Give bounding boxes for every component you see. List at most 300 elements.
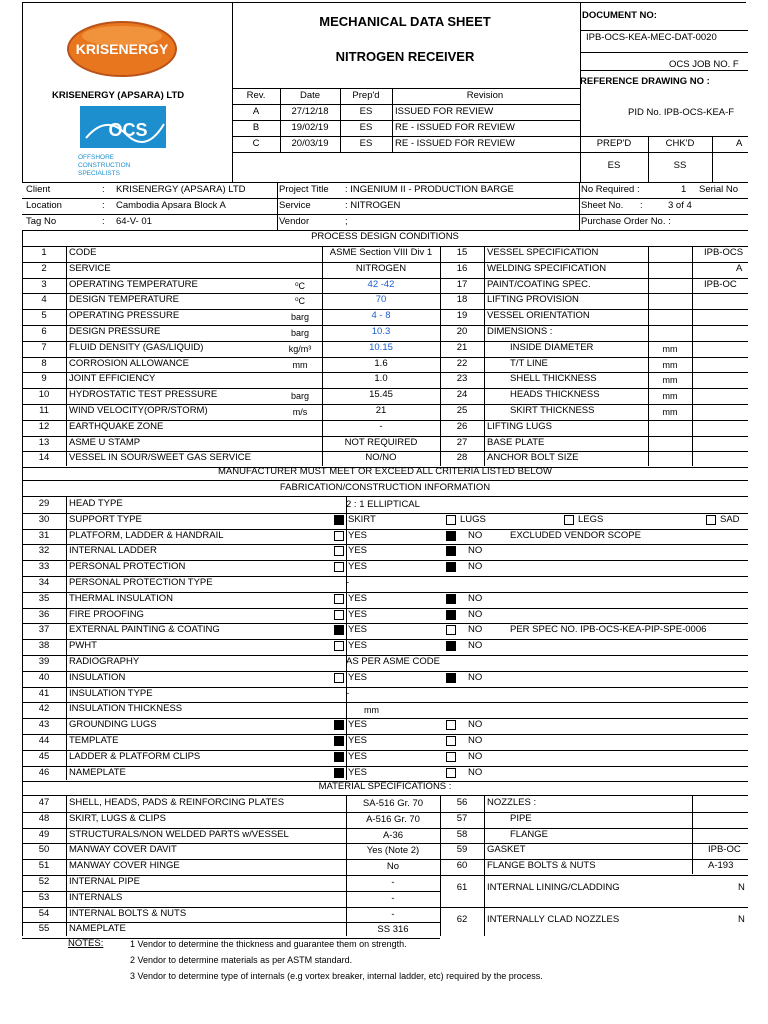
yes-checkbox[interactable] [334, 720, 344, 730]
row-label: DESIGN PRESSURE [69, 326, 161, 337]
row-number: 43 [38, 719, 50, 731]
grid-line-h [22, 496, 748, 497]
row-number: 8 [41, 357, 47, 369]
row-number: 37 [38, 624, 50, 636]
row-value: A-516 Gr. 70 [366, 813, 420, 825]
row-label: VESSEL ORIENTATION [487, 310, 590, 322]
row-label: EARTHQUAKE ZONE [69, 420, 164, 432]
yes-checkbox[interactable] [334, 752, 344, 762]
no-required-label: No Required : [581, 184, 640, 195]
row-number: 6 [41, 326, 47, 337]
row-label: OPERATING TEMPERATURE [69, 278, 198, 290]
krisenergy-logo [66, 20, 178, 78]
row-value: - [391, 908, 395, 920]
support-type-label: SUPPORT TYPE [69, 513, 142, 525]
no-label: NO [468, 529, 483, 541]
grid-line-h [22, 2, 232, 3]
notes-label: NOTES: [68, 938, 104, 949]
rev-cell: B [252, 122, 260, 133]
tag-colon: : [102, 216, 105, 227]
grid-line-h [232, 152, 580, 153]
yes-checkbox[interactable] [334, 610, 344, 620]
row-number: 39 [38, 656, 50, 667]
vendor-value: ; [345, 216, 348, 227]
yes-checkbox[interactable] [334, 562, 344, 572]
ocs-logo [76, 104, 170, 182]
grid-line-h [232, 136, 748, 137]
grid-line-v [580, 2, 581, 182]
row-label: RADIOGRAPHY [69, 656, 140, 667]
row-value: No [386, 861, 400, 873]
row-number: 14 [38, 452, 50, 464]
row-number: 52 [38, 876, 50, 887]
po-label: Purchase Order No. : [581, 216, 671, 227]
grid-line-h [580, 152, 748, 153]
row-value: SA-516 Gr. 70 [362, 798, 424, 809]
grid-line-h [440, 875, 748, 876]
row-value: - [391, 892, 395, 904]
tag-value: 64-V- 01 [116, 216, 152, 227]
grid-line-h [22, 639, 748, 640]
no-label: NO [468, 719, 483, 731]
row-label: INTERNALLY CLAD NOZZLES [487, 913, 620, 925]
yes-label: YES [348, 624, 368, 636]
location-label: Location [26, 200, 62, 211]
yes-checkbox[interactable] [334, 673, 344, 683]
grid-line-v [280, 88, 281, 152]
grid-line-v [66, 246, 67, 466]
no-required-value: 1 [681, 184, 687, 195]
no-checkbox[interactable] [446, 752, 456, 762]
yes-label: YES [348, 735, 368, 746]
row-label: CORROSION ALLOWANCE [69, 357, 190, 369]
yes-checkbox[interactable] [334, 736, 344, 746]
support-option-label: SKIRT [348, 513, 376, 525]
row-unit: mm [364, 705, 379, 716]
no-label: NO [468, 545, 483, 557]
row-number: 19 [456, 310, 468, 322]
row-remark: EXCLUDED VENDOR SCOPE [510, 529, 641, 541]
tag-label: Tag No [26, 216, 57, 227]
row-value: A-193 [708, 860, 734, 872]
yes-checkbox[interactable] [334, 546, 344, 556]
yes-checkbox[interactable] [334, 625, 344, 635]
date-cell: 19/02/19 [291, 122, 329, 133]
no-checkbox[interactable] [446, 531, 456, 541]
yes-label: YES [348, 671, 368, 683]
row-label: WIND VELOCITY(OPR/STORM) [69, 405, 208, 416]
row-label: INSIDE DIAMETER [510, 341, 594, 353]
row-number: 17 [456, 278, 468, 290]
chkd-approval-value: SS [673, 160, 687, 171]
client-value: KRISENERGY (APSARA) LTD [116, 184, 246, 195]
row-value: 1.6 [374, 357, 388, 369]
prepd-approval-label: PREP'D [596, 138, 632, 149]
row-number: 56 [456, 797, 468, 808]
row-number: 26 [456, 420, 468, 432]
row-label: GROUNDING LUGS [69, 719, 157, 731]
row-number: 48 [38, 812, 50, 824]
row-value: AS PER ASME CODE [346, 656, 440, 667]
row-number: 9 [41, 373, 47, 385]
grid-line-v [648, 136, 649, 182]
row-value: 42 -42 [367, 278, 395, 290]
client-colon: : [102, 184, 105, 195]
row-number: 35 [38, 592, 50, 604]
support-sad-checkbox[interactable] [706, 515, 716, 525]
row-number: 54 [38, 907, 50, 919]
sheet-value: 3 of 4 [668, 200, 692, 211]
revision-header: Revision [466, 90, 504, 101]
grid-line-h [580, 52, 748, 53]
grid-line-v [392, 88, 393, 152]
row-label: INTERNAL PIPE [69, 876, 140, 887]
row-number: 16 [456, 262, 468, 274]
no-checkbox[interactable] [446, 610, 456, 620]
date-cell: 20/03/19 [291, 138, 329, 149]
no-checkbox[interactable] [446, 768, 456, 778]
no-label: NO [468, 608, 483, 620]
grid-line-v [346, 496, 350, 780]
row-unit: mm [662, 343, 678, 354]
location-value: Cambodia Apsara Block A [116, 200, 226, 211]
row-label: INTERNAL BOLTS & NUTS [69, 907, 187, 919]
row-label: CODE [69, 247, 97, 258]
row-number: 7 [41, 341, 47, 353]
row-number: 3 [41, 278, 47, 290]
grid-line-v [340, 88, 341, 152]
revision-cell: ISSUED FOR REVIEW [395, 106, 494, 117]
revision-cell: RE - ISSUED FOR REVIEW [395, 122, 515, 133]
head-type-label: HEAD TYPE [69, 498, 123, 509]
support-option-label: SAD [720, 513, 740, 525]
row-value: NITROGEN [355, 262, 407, 274]
row-unit: barg [290, 328, 309, 338]
row-value: Yes (Note 2) [366, 845, 420, 857]
row-label: GASKET [487, 844, 526, 856]
row-number: 40 [38, 671, 50, 683]
row-value: - [391, 877, 395, 888]
row-number: 30 [38, 513, 50, 525]
no-label: NO [468, 592, 483, 604]
grid-line-h [22, 781, 748, 782]
no-checkbox[interactable] [446, 546, 456, 556]
grid-line-h [232, 104, 580, 105]
grid-line-v [66, 795, 67, 936]
row-label: WELDING SPECIFICATION [487, 262, 607, 274]
row-value: NOT REQUIRED [344, 436, 418, 448]
no-label: NO [468, 750, 483, 762]
yes-label: YES [348, 608, 368, 620]
service-value: : NITROGEN [345, 200, 401, 211]
ocs-job-no: OCS JOB NO. F [669, 59, 739, 70]
row-number: 57 [456, 812, 468, 824]
no-checkbox[interactable] [446, 562, 456, 572]
row-unit: ⁰C [294, 280, 306, 291]
row-label: PIPE [510, 812, 532, 824]
process-section-title: PROCESS DESIGN CONDITIONS [311, 231, 459, 242]
row-label: PERSONAL PROTECTION TYPE [69, 577, 213, 588]
sheet-title: MECHANICAL DATA SHEET [319, 14, 491, 29]
row-value: A [736, 262, 743, 274]
support-legs-checkbox[interactable] [564, 515, 574, 525]
row-number: 22 [456, 357, 468, 369]
row-label: LADDER & PLATFORM CLIPS [69, 750, 201, 762]
row-label: T/T LINE [510, 357, 548, 369]
ocs-tagline-2: CONSTRUCTION [78, 162, 131, 169]
row-unit: barg [290, 312, 309, 323]
row-number: 41 [38, 687, 50, 699]
row-number: 5 [41, 310, 47, 322]
row-label: FIRE PROOFING [69, 608, 144, 620]
row-number: 53 [38, 891, 50, 903]
grid-line-h [580, 70, 748, 71]
no-checkbox[interactable] [446, 641, 456, 651]
service-label: Service [279, 200, 311, 211]
grid-line-v [22, 2, 23, 182]
row-label: LIFTING LUGS [487, 420, 552, 432]
row-label: THERMAL INSULATION [69, 592, 173, 604]
prepd-cell: ES [359, 138, 373, 149]
grid-line-h [440, 907, 748, 908]
no-label: NO [468, 766, 483, 778]
yes-checkbox[interactable] [334, 531, 344, 541]
row-value: 15.45 [369, 389, 393, 401]
row-number: 28 [456, 452, 468, 464]
row-number: 58 [456, 828, 468, 840]
row-number: 24 [456, 389, 468, 401]
row-label: INTERNALS [69, 891, 123, 903]
no-checkbox[interactable] [446, 594, 456, 604]
grid-line-h [22, 230, 748, 231]
document-no-label: DOCUMENT NO: [582, 10, 657, 21]
row-number: 62 [456, 913, 468, 925]
row-number: 4 [41, 294, 47, 306]
grid-line-h [22, 734, 748, 735]
yes-label: YES [348, 545, 368, 557]
note-2: 2 Vendor to determine materials as per ASTM standard. [130, 955, 353, 965]
row-label: SKIRT, LUGS & CLIPS [69, 812, 166, 824]
grid-line-h [440, 812, 748, 813]
ocs-logo-text: OCS [108, 120, 148, 140]
no-label: NO [468, 671, 483, 683]
ocs-tagline-1: OFFSHORE [78, 154, 115, 161]
row-value: ASME Section VIII Div 1 [329, 247, 433, 258]
row-number: 1 [41, 247, 47, 258]
chkd-approval-label: CHK'D [665, 138, 695, 149]
prepd-cell: ES [359, 122, 373, 133]
row-label: NAMEPLATE [69, 923, 126, 935]
location-colon: : [102, 200, 105, 211]
row-number: 21 [456, 341, 468, 353]
row-label: ASME U STAMP [69, 436, 141, 448]
row-label: HYDROSTATIC TEST PRESSURE [69, 389, 218, 401]
client-label: Client [26, 184, 51, 195]
row-label: INSULATION TYPE [69, 687, 153, 699]
row-number: 10 [38, 389, 50, 401]
row-value: - [379, 420, 383, 432]
row-unit: m/s [292, 407, 308, 417]
row-label: OPERATING PRESSURE [69, 310, 180, 322]
row-value: NO/NO [365, 452, 397, 464]
row-number: 18 [456, 294, 468, 306]
support-skirt-checkbox[interactable] [334, 515, 344, 525]
grid-line-v [66, 496, 67, 780]
no-checkbox[interactable] [446, 736, 456, 746]
row-value: IPB-OC [708, 844, 741, 856]
grid-line-h [232, 2, 746, 3]
rev-cell: A [252, 106, 260, 117]
ocs-tagline-3: SPECIALISTS [78, 170, 120, 177]
row-number: 42 [38, 703, 50, 715]
row-number: 29 [38, 498, 50, 509]
row-unit: kg/m³ [288, 343, 312, 354]
row-value: N [738, 913, 745, 925]
support-lugs-checkbox[interactable] [446, 515, 456, 525]
row-label: PWHT [69, 640, 97, 652]
grid-line-h [22, 671, 748, 672]
support-option-label: LUGS [460, 513, 486, 525]
no-label: NO [468, 735, 483, 746]
row-label: INSULATION [69, 671, 126, 683]
row-remark: PER SPEC NO. IPB-OCS-KEA-PIP-SPE-0006 [510, 624, 707, 636]
row-value: - [346, 577, 350, 588]
row-number: 31 [38, 529, 50, 541]
grid-line-h [440, 828, 748, 829]
row-unit: mm [662, 375, 678, 386]
yes-label: YES [348, 719, 368, 731]
row-number: 34 [38, 577, 50, 588]
date-cell: 27/12/18 [291, 106, 329, 117]
no-label: NO [468, 640, 483, 652]
row-value: 1.0 [374, 373, 388, 385]
row-number: 32 [38, 545, 50, 557]
row-value: 10.15 [369, 341, 393, 353]
row-unit: ⁰C [294, 296, 306, 307]
note-3: 3 Vendor to determine type of internals (e.g vortex breaker, internal ladder, etc) required by the process. [130, 971, 543, 981]
no-checkbox[interactable] [446, 673, 456, 683]
row-label: PERSONAL PROTECTION [69, 561, 186, 573]
row-unit: mm [662, 359, 678, 370]
rev-cell: C [252, 138, 260, 149]
pid-no: PID No. IPB-OCS-KEA-F [628, 107, 735, 118]
row-label: MANWAY COVER DAVIT [69, 844, 177, 856]
row-number: 50 [38, 844, 50, 856]
yes-label: YES [348, 529, 368, 541]
no-checkbox[interactable] [446, 625, 456, 635]
row-label: VESSEL IN SOUR/SWEET GAS SERVICE [69, 452, 251, 464]
row-number: 45 [38, 750, 50, 762]
row-number: 11 [39, 405, 49, 416]
serial-label: Serial No [699, 184, 739, 195]
row-unit: mm [662, 407, 678, 417]
row-value: N [738, 882, 745, 894]
fabrication-section-title: FABRICATION/CONSTRUCTION INFORMATION [279, 482, 491, 493]
row-value: 21 [375, 405, 387, 416]
vendor-label: Vendor [279, 216, 310, 227]
yes-label: YES [348, 750, 368, 762]
krisenergy-logo-text: KRISENERGY [75, 41, 169, 57]
yes-label: YES [348, 766, 368, 778]
revision-cell: RE - ISSUED FOR REVIEW [395, 138, 515, 149]
grid-line-h [232, 88, 580, 89]
row-number: 44 [38, 735, 50, 746]
row-label: VESSEL SPECIFICATION [487, 247, 599, 258]
row-value: - [346, 687, 350, 699]
grid-line-h [22, 795, 748, 796]
project-value: : INGENIUM II - PRODUCTION BARGE [345, 184, 514, 195]
row-unit: mm [292, 359, 308, 370]
row-label: HEADS THICKNESS [510, 389, 600, 401]
row-value: 4 - 8 [371, 310, 391, 322]
row-value: 70 [375, 294, 387, 306]
yes-label: YES [348, 592, 368, 604]
row-label: LIFTING PROVISION [487, 294, 579, 306]
reference-drawing-label: REFERENCE DRAWING NO : [580, 76, 710, 87]
grid-line-v [579, 182, 580, 230]
project-label: Project Title [279, 184, 329, 195]
row-number: 36 [38, 608, 50, 620]
row-label: EXTERNAL PAINTING & COATING [69, 624, 220, 636]
row-value: A-36 [382, 829, 404, 841]
no-label: NO [468, 624, 483, 636]
row-number: 46 [38, 766, 50, 778]
row-label: STRUCTURALS/NON WELDED PARTS w/VESSEL [69, 828, 289, 840]
row-label: FLANGE [510, 828, 549, 840]
grid-line-h [22, 182, 748, 183]
grid-line-v [484, 795, 485, 936]
row-number: 38 [38, 640, 50, 652]
company-name: KRISENERGY (APSARA) LTD [52, 90, 185, 101]
row-number: 15 [456, 247, 468, 258]
row-label: INTERNAL LADDER [69, 545, 157, 557]
row-label: DESIGN TEMPERATURE [69, 294, 179, 306]
yes-checkbox[interactable] [334, 594, 344, 604]
row-number: 51 [38, 860, 50, 872]
yes-checkbox[interactable] [334, 641, 344, 651]
row-number: 20 [456, 326, 468, 337]
no-checkbox[interactable] [446, 720, 456, 730]
row-label: SKIRT THICKNESS [510, 405, 595, 416]
grid-line-v [692, 246, 693, 466]
materials-section-title: MATERIAL SPECIFICATIONS : [318, 781, 452, 792]
yes-label: YES [348, 640, 368, 652]
grid-line-v [692, 795, 693, 874]
rev-header: Rev. [246, 90, 266, 101]
row-number: 47 [38, 797, 50, 808]
grid-line-v [484, 246, 485, 466]
appd-approval-label: A [736, 138, 743, 149]
row-value: SS 316 [377, 924, 409, 936]
row-number: 13 [38, 436, 50, 448]
yes-checkbox[interactable] [334, 768, 344, 778]
row-label: NAMEPLATE [69, 766, 126, 778]
row-label: SHELL THICKNESS [510, 373, 597, 385]
row-number: 60 [456, 860, 468, 872]
row-unit: mm [662, 391, 678, 402]
row-label: NOZZLES : [487, 797, 537, 808]
row-label: BASE PLATE [487, 436, 545, 448]
row-number: 2 [41, 262, 47, 274]
row-label: INTERNAL LINING/CLADDING [487, 882, 620, 894]
prepd-header: Prep'd [352, 90, 380, 101]
yes-label: YES [348, 561, 368, 573]
prepd-approval-value: ES [607, 160, 621, 171]
grid-line-v [648, 246, 649, 466]
row-value: IPB-OC [704, 278, 737, 290]
grid-line-h [22, 480, 748, 481]
row-number: 59 [456, 844, 468, 856]
